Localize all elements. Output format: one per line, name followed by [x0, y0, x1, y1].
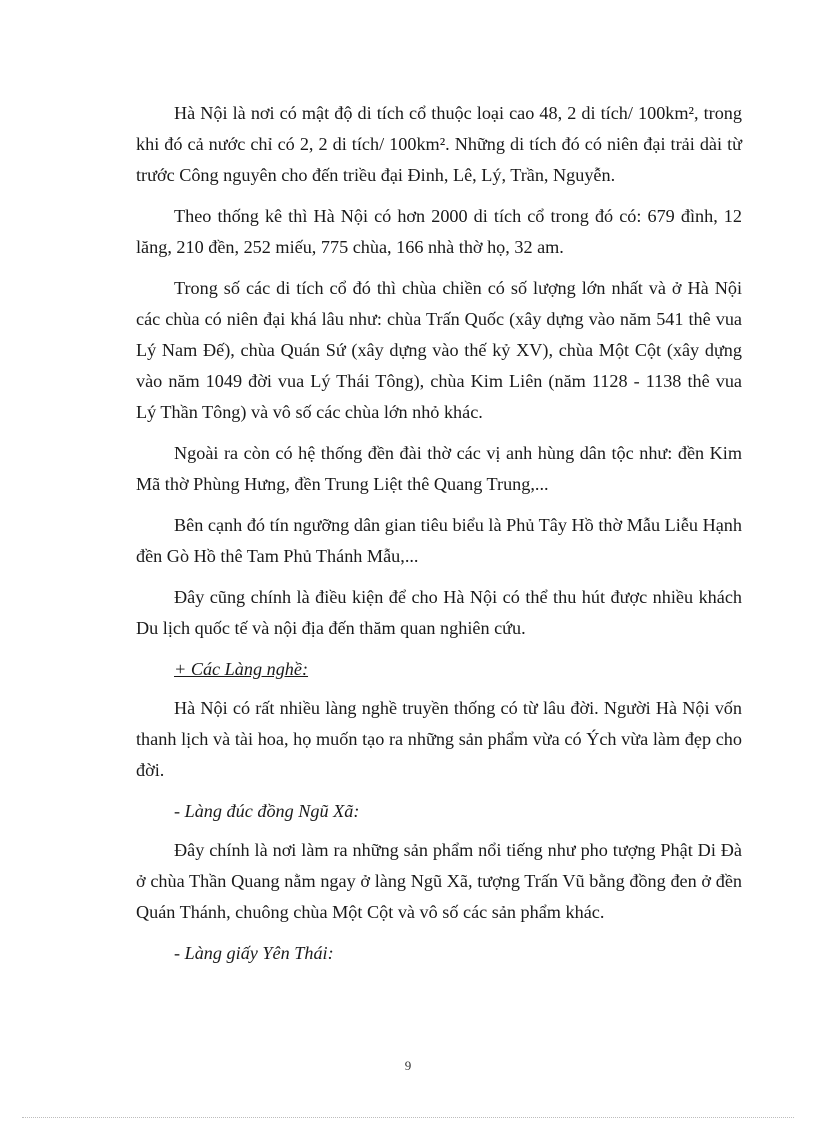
page-bottom-border: [22, 1117, 794, 1118]
paragraph-relic-density: Hà Nội là nơi có mật độ di tích cổ thuộc loại cao 48, 2 di tích/ 100km², trong khi đó cả nước chỉ có 2, 2 di tích/ 100km². Những di tích đó có niên đại trải dài từ trước Công nguyên cho đến triều đại Đinh, Lê, Lý, Trần, Nguyễn.: [136, 103, 742, 185]
heading-yen-thai: - Làng giấy Yên Thái:: [174, 943, 334, 963]
paragraph-tourism: Đây cũng chính là điều kiện để cho Hà Nội có thể thu hút được nhiều khách Du lịch quốc tế và nội địa đến thăm quan nghiên cứu.: [136, 587, 742, 638]
heading-ngu-xa: - Làng đúc đồng Ngũ Xã:: [174, 801, 360, 821]
page-number: 9: [404, 1058, 412, 1073]
paragraph-temples: Ngoài ra còn có hệ thống đền đài thờ các vị anh hùng dân tộc như: đền Kim Mã thờ Phùng Hưng, đền Trung Liệt thê Quang Trung,...: [136, 443, 742, 494]
page-body: [136, 98, 742, 977]
heading-craft-villages: [136, 654, 742, 685]
paragraph-craft-villages-intro: Hà Nội có rất nhiều làng nghề truyền thống có từ lâu đời. Người Hà Nội vốn thanh lịch và tài hoa, họ muốn tạo ra những sản phẩm vừa có Ých vừa làm đẹp cho đời.: [136, 698, 742, 780]
paragraph-relic-statistics: Theo thống kê thì Hà Nội có hơn 2000 di tích cổ trong đó có: 679 đình, 12 lăng, 210 đền, 252 miếu, 775 chùa, 166 nhà thờ họ, 32 am.: [136, 206, 742, 257]
paragraph-pagodas: Trong số các di tích cổ đó thì chùa chiền có số lượng lớn nhất và ở Hà Nội các chùa có niên đại khá lâu như: chùa Trấn Quốc (xây dựng vào năm 541 thê vua Lý Nam Đế), chùa Quán Sứ (xây dựng vào thế kỷ XV), chùa Một Cột (xây dựng vào năm 1049 đời vua Lý Thái Tông), chùa Kim Liên (năm 1128 - 1138 thê vua Lý Thần Tông) và vô số các chùa lớn nhỏ khác.: [136, 278, 742, 422]
heading-craft-villages-text: + Các Làng nghề:: [174, 659, 309, 679]
paragraph-folk-beliefs: Bên cạnh đó tín ngưỡng dân gian tiêu biểu là Phủ Tây Hồ thờ Mẫu Liễu Hạnh đền Gò Hồ thê Tam Phủ Thánh Mẫu,...: [136, 515, 742, 566]
paragraph-ngu-xa: Đây chính là nơi làm ra những sản phẩm nổi tiếng như pho tượng Phật Di Đà ở chùa Thần Quang nằm ngay ở làng Ngũ Xã, tượng Trấn Vũ bằng đồng đen ở đền Quán Thánh, chuông chùa Một Cột và vô số các sản phẩm khác.: [136, 840, 742, 922]
